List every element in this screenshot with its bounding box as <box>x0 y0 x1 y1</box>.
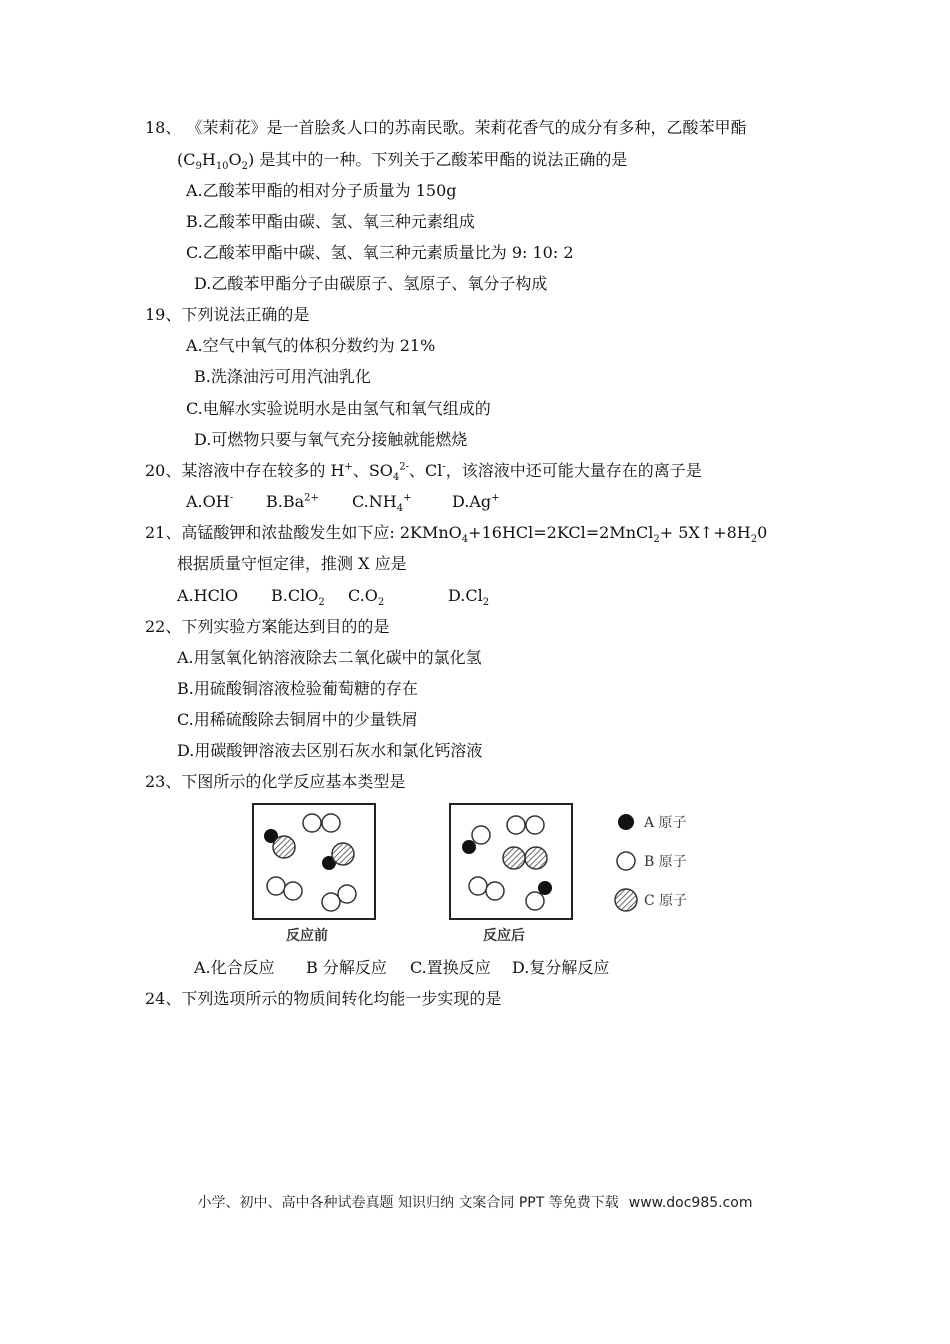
page-footer <box>0 1192 950 1212</box>
q19-option-d: D.可燃物只要与氧气充分接触就能燃烧 <box>194 430 468 449</box>
q18-option-c: C.乙酸苯甲酯中碳、氢、氧三种元素质量比为 9: 10: 2 <box>186 243 574 262</box>
after-box <box>450 804 572 919</box>
q20-option-d: D.Ag+ <box>452 492 500 511</box>
q22-number: 22、 <box>145 617 182 636</box>
b-atom <box>469 877 487 895</box>
q22-option-c: C.用稀硫酸除去铜屑中的少量铁屑 <box>177 710 418 729</box>
q18-number: 18、 <box>145 118 182 137</box>
b-atom <box>322 814 340 832</box>
q24-number: 24、 <box>145 989 182 1008</box>
a-atom <box>462 840 476 854</box>
legend-c-label: C 原子 <box>644 893 688 909</box>
q20-option-a: A.OH- <box>186 492 234 511</box>
q18-option-d: D.乙酸苯甲酯分子由碳原子、氢原子、氧分子构成 <box>194 274 548 293</box>
legend-b-atom <box>617 852 635 870</box>
q18-option-b: B.乙酸苯甲酯由碳、氢、氧三种元素组成 <box>186 212 475 231</box>
legend <box>615 814 687 911</box>
c-atom <box>503 847 525 869</box>
legend-a-atom <box>618 814 634 830</box>
q23-option-a: A.化合反应 <box>194 958 275 977</box>
q18-stem-text: 《茉莉花》是一首脍炙人口的苏南民歌。茉莉花香气的成分有多种，乙酸苯甲酯 <box>186 118 747 137</box>
q24-stem: 24、下列选项所示的物质间转化均能一步实现的是 <box>145 989 502 1008</box>
q21-stem-line1: 21、高锰酸钾和浓盐酸发生如下应: 2KMnO$_4$+16HCl=2KCl=2MnCl$_2$+ $5X↑+8H_20$ <box>145 523 768 546</box>
q21-stem-line2: 根据质量守恒定律，推测 X 应是 <box>177 554 407 573</box>
q21-option-c: $C.O_2$ <box>348 586 385 609</box>
b-atom <box>322 893 340 911</box>
b-atom <box>472 826 490 844</box>
q19-option-c: C.电解水实验说明水是由氢气和氧气组成的 <box>186 399 491 418</box>
footer-url[interactable]: www.doc985.com <box>628 1195 753 1211</box>
c-atom <box>273 836 295 858</box>
q18-option-a: A.乙酸苯甲酯的相对分子质量为 150g <box>186 181 457 200</box>
q22-option-a: A.用氢氧化钠溶液除去二氧化碳中的氯化氢 <box>177 648 482 667</box>
before-box <box>253 804 375 919</box>
b-atom <box>267 877 285 895</box>
q19-option-b: B.洗涤油污可用汽油乳化 <box>194 367 371 386</box>
legend-c-atom <box>615 889 637 911</box>
q23-number: 23、 <box>145 772 182 791</box>
q23-option-d: D.复分解反应 <box>512 958 610 977</box>
c-atom <box>332 843 354 865</box>
footer-text: 小学、初中、高中各种试卷真题 知识归纳 文案合同 PPT 等免费下载 <box>197 1195 619 1211</box>
before-label: 反应前 <box>286 928 328 944</box>
b-atom <box>338 885 356 903</box>
b-atom <box>526 892 544 910</box>
q21-option-b: B.ClO$_2$ <box>271 586 325 609</box>
reaction-diagram <box>250 800 710 950</box>
legend-a-label: A 原子 <box>644 815 687 831</box>
q21-number: 21、 <box>145 523 182 542</box>
q23-option-c: C.置换反应 <box>410 958 491 977</box>
q18-stem-line1 <box>145 118 746 138</box>
b-atom <box>507 816 525 834</box>
q19-stem: 19、下列说法正确的是 <box>145 305 310 324</box>
q22-option-b: B.用硫酸铜溶液检验葡萄糖的存在 <box>177 679 418 698</box>
q20-number: 20、 <box>145 461 182 480</box>
q20-stem: 20、某溶液中存在较多的 H+、$SO_4^{2-}$、Cl-，该溶液中还可能大量存在的离子是 <box>145 461 702 484</box>
q22-stem: 22、下列实验方案能达到目的的是 <box>145 617 390 636</box>
b-atom <box>486 882 504 900</box>
b-atom <box>526 816 544 834</box>
legend-b-label: B 原子 <box>644 854 687 870</box>
q19-option-a: A.空气中氧气的体积分数约为 21% <box>186 336 436 355</box>
b-atom <box>284 882 302 900</box>
q23-option-b: B 分解反应 <box>306 958 387 977</box>
b-atom <box>303 814 321 832</box>
after-label: 反应后 <box>483 928 525 944</box>
q18-stem-line2: $(C_9H_{10}O_2)$ 是其中的一种。下列关于乙酸苯甲酯的说法正确的是 <box>177 150 628 173</box>
c-atom <box>525 847 547 869</box>
q20-option-b: $B.Ba^{2+}$ <box>266 492 319 511</box>
q21-option-a: A.HClO <box>177 586 239 605</box>
q22-option-d: D.用碳酸钾溶液去区别石灰水和氯化钙溶液 <box>177 741 483 760</box>
q21-option-d: $D.Cl_2$ <box>448 586 490 609</box>
q20-option-c: $C.NH_4^+$ <box>352 492 412 515</box>
q19-number: 19、 <box>145 305 182 324</box>
q23-stem: 23、下图所示的化学反应基本类型是 <box>145 772 406 791</box>
